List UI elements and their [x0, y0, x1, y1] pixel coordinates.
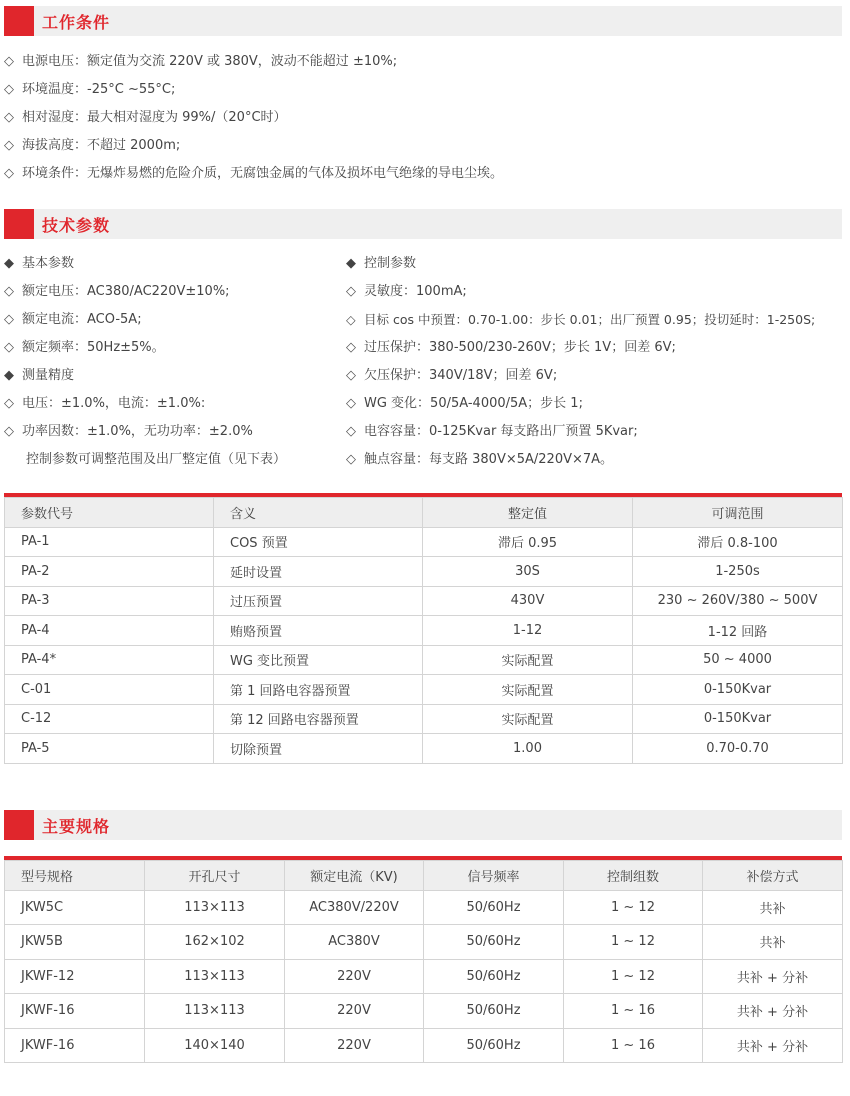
list-item: ◇ 电压：±1.0%，电流：±1.0%: — [4, 394, 205, 414]
hollow-diamond-icon: ◇ — [346, 312, 356, 327]
specs-table — [4, 860, 843, 1063]
basic-params-heading: ◆ 基本参数 — [4, 254, 74, 274]
red-square-icon — [4, 810, 34, 840]
table-note: 控制参数可调整范围及出厂整定值（见下表） — [26, 452, 287, 467]
column-header: 整定值 — [423, 498, 633, 528]
hollow-diamond-icon: ◇ — [346, 368, 356, 383]
hollow-diamond-icon: ◇ — [4, 340, 14, 355]
list-item: ◇ 环境条件：无爆炸易燃的危险介质，无腐蚀金属的气体及损坏电气绝缘的导电尘埃。 — [4, 164, 503, 184]
list-item: ◇ 额定频率：50Hz±5%。 — [4, 338, 165, 358]
list-item: ◇ 目标 cos 中预置：0.70-1.00：步长 0.01；出厂预置 0.95；投切延时：1-250S; — [346, 310, 815, 330]
measure-accuracy-heading: ◆ 测量精度 — [4, 366, 74, 386]
table-row: PA-1 COS 预置 滞后 0.95 滞后 0.8-100 — [5, 527, 843, 557]
list-item: ◇ 相对湿度：最大相对湿度为 99%/（20°C时） — [4, 108, 287, 128]
hollow-diamond-icon: ◇ — [346, 284, 356, 299]
table-header-row — [5, 861, 843, 891]
table-row: PA-4* WG 变比预置 实际配置 50 ~ 4000 — [5, 645, 843, 675]
solid-diamond-icon: ◆ — [4, 368, 14, 383]
table-row: JKWF-16 140×140 220V 50/60Hz 1 ~ 16 共补 + 分补 — [5, 1028, 843, 1063]
table-row: PA-5 切除预置 1.00 0.70-0.70 — [5, 734, 843, 764]
list-item: ◇ 触点容量：每支路 380V×5A/220V×7A。 — [346, 450, 613, 470]
solid-diamond-icon: ◆ — [346, 256, 356, 271]
param-table — [4, 497, 843, 764]
column-header: 参数代号 — [5, 498, 214, 528]
table-row: PA-4 贿赂预置 1-12 1-12 回路 — [5, 616, 843, 646]
hollow-diamond-icon: ◇ — [4, 82, 14, 97]
red-square-icon — [4, 6, 34, 36]
solid-diamond-icon: ◆ — [4, 256, 14, 271]
red-square-icon — [4, 209, 34, 239]
hollow-diamond-icon: ◇ — [4, 424, 14, 439]
hollow-diamond-icon: ◇ — [4, 110, 14, 125]
hollow-diamond-icon: ◇ — [4, 284, 14, 299]
list-item: ◇ 额定电压：AC380/AC220V±10%; — [4, 282, 230, 302]
list-item: ◇ WG 变化：50/5A-4000/5A；步长 1; — [346, 394, 583, 414]
control-params-heading: ◆ 控制参数 — [346, 254, 416, 274]
list-item: ◇ 灵敏度：100mA; — [346, 282, 467, 302]
list-item: ◇ 功率因数：±1.0%，无功功率：±2.0% — [4, 422, 253, 442]
hollow-diamond-icon: ◇ — [4, 166, 14, 181]
list-item: ◇ 过压保护：380-500/230-260V；步长 1V；回差 6V; — [346, 338, 676, 358]
hollow-diamond-icon: ◇ — [4, 396, 14, 411]
table-row: C-01 第 1 回路电容器预置 实际配置 0-150Kvar — [5, 675, 843, 705]
column-header: 额定电流（KV) — [285, 861, 424, 891]
section-header-working-conditions — [4, 6, 842, 36]
column-header: 可调范围 — [633, 498, 843, 528]
hollow-diamond-icon: ◇ — [346, 340, 356, 355]
column-header: 型号规格 — [5, 861, 145, 891]
hollow-diamond-icon: ◇ — [4, 312, 14, 327]
column-header: 信号频率 — [424, 861, 564, 891]
column-header: 补偿方式 — [703, 861, 843, 891]
list-item: ◇ 额定电流：ACO-5A; — [4, 310, 142, 330]
list-item: ◇ 欠压保护：340V/18V；回差 6V; — [346, 366, 557, 386]
section-title: 技术参数 — [42, 215, 111, 235]
table-row: JKWF-16 113×113 220V 50/60Hz 1 ~ 16 共补 + 分补 — [5, 994, 843, 1029]
column-header: 开孔尺寸 — [145, 861, 285, 891]
section-header-specs — [4, 810, 842, 840]
table-row: PA-3 过压预置 430V 230 ~ 260V/380 ~ 500V — [5, 586, 843, 616]
hollow-diamond-icon: ◇ — [4, 138, 14, 153]
section-title: 工作条件 — [42, 12, 111, 32]
table-row: JKW5C 113×113 AC380V/220V 50/60Hz 1 ~ 12 共补 — [5, 890, 843, 925]
hollow-diamond-icon: ◇ — [346, 424, 356, 439]
table-row: JKWF-12 113×113 220V 50/60Hz 1 ~ 12 共补 + 分补 — [5, 959, 843, 994]
list-item: ◇ 环境温度：-25°C ~55°C; — [4, 80, 175, 100]
table-header-row — [5, 498, 843, 528]
section-header-tech-params — [4, 209, 842, 239]
list-item: ◇ 电容容量：0-125Kvar 每支路出厂预置 5Kvar; — [346, 422, 638, 442]
list-item: ◇ 电源电压：额定值为交流 220V 或 380V，波动不能超过 ±10%; — [4, 52, 397, 72]
column-header: 控制组数 — [564, 861, 703, 891]
table-row: C-12 第 12 回路电容器预置 实际配置 0-150Kvar — [5, 704, 843, 734]
section-title: 主要规格 — [42, 816, 111, 836]
hollow-diamond-icon: ◇ — [4, 54, 14, 69]
column-header: 含义 — [214, 498, 423, 528]
hollow-diamond-icon: ◇ — [346, 452, 356, 467]
list-item: ◇ 海拔高度：不超过 2000m; — [4, 136, 180, 156]
table-row: PA-2 延时设置 30S 1-250s — [5, 557, 843, 587]
table-row: JKW5B 162×102 AC380V 50/60Hz 1 ~ 12 共补 — [5, 925, 843, 960]
hollow-diamond-icon: ◇ — [346, 396, 356, 411]
